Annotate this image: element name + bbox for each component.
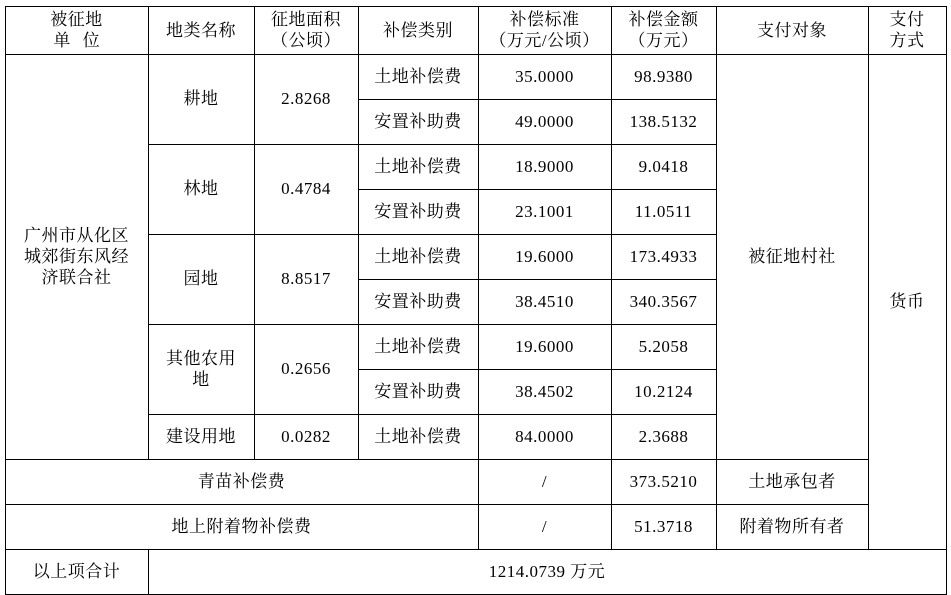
total-value: 1214.0739 万元 (148, 549, 946, 594)
category-cell: 土地补偿费 (358, 54, 478, 99)
landtype-forest: 林地 (148, 144, 254, 234)
category-cell: 土地补偿费 (358, 234, 478, 279)
standard-cell: 19.6000 (478, 234, 611, 279)
amount-cell: 138.5132 (611, 99, 716, 144)
header-unit (5, 7, 148, 55)
attachment-amount: 51.3718 (611, 504, 716, 549)
category-cell: 安置补助费 (358, 99, 478, 144)
header-pay-method-line2: 方式 (889, 31, 925, 51)
category-cell: 土地补偿费 (358, 414, 478, 459)
attachment-standard: / (478, 504, 611, 549)
amount-cell: 10.2124 (611, 369, 716, 414)
standard-cell: 84.0000 (478, 414, 611, 459)
category-cell: 安置补助费 (358, 279, 478, 324)
unit-name-line1: 广州市从化区 (24, 225, 129, 245)
amount-cell: 11.0511 (611, 189, 716, 234)
unit-name-line3: 济联合社 (41, 268, 112, 288)
amount-cell: 2.3688 (611, 414, 716, 459)
unit-name-cell (5, 54, 148, 459)
seedling-amount: 373.5210 (611, 459, 716, 504)
landtype-construction: 建设用地 (148, 414, 254, 459)
area-forest: 0.4784 (254, 144, 358, 234)
standard-cell: 35.0000 (478, 54, 611, 99)
category-cell: 土地补偿费 (358, 324, 478, 369)
landtype-other-agri-line1: 其他农用 (166, 348, 236, 368)
table-row-attachment (5, 504, 946, 549)
landtype-other-agri (148, 324, 254, 414)
header-unit-line1: 被征地 (50, 10, 103, 29)
amount-cell: 5.2058 (611, 324, 716, 369)
standard-cell: 23.1001 (478, 189, 611, 234)
pay-method-cell: 货币 (868, 54, 946, 549)
seedling-payee: 土地承包者 (716, 459, 868, 504)
amount-cell: 9.0418 (611, 144, 716, 189)
amount-cell: 340.3567 (611, 279, 716, 324)
area-other-agri: 0.2656 (254, 324, 358, 414)
land-compensation-table (5, 6, 947, 595)
table-row (5, 54, 946, 99)
attachment-payee: 附着物所有者 (716, 504, 868, 549)
category-cell: 安置补助费 (358, 189, 478, 234)
total-label: 以上项合计 (5, 549, 148, 594)
standard-cell: 18.9000 (478, 144, 611, 189)
header-pay-method (868, 7, 946, 55)
area-garden: 8.8517 (254, 234, 358, 324)
header-standard-line2: （万元/公顷） (489, 31, 600, 51)
unit-name-line2: 城郊街东风经 (24, 246, 129, 266)
table-row-total (5, 549, 946, 594)
header-area (254, 7, 358, 55)
seedling-label: 青苗补偿费 (5, 459, 478, 504)
attachment-label: 地上附着物补偿费 (5, 504, 478, 549)
header-amount-line2: （万元） (628, 31, 699, 51)
header-pay-method-line1: 支付 (889, 10, 925, 29)
amount-cell: 98.9380 (611, 54, 716, 99)
header-area-line1: 征地面积 (271, 10, 341, 29)
header-category: 补偿类别 (358, 7, 478, 55)
area-construction: 0.0282 (254, 414, 358, 459)
landtype-other-agri-line2: 地 (192, 370, 210, 389)
category-cell: 安置补助费 (358, 369, 478, 414)
standard-cell: 38.4510 (478, 279, 611, 324)
payee-main-cell: 被征地村社 (716, 54, 868, 459)
table-header-row (5, 7, 946, 55)
standard-cell: 49.0000 (478, 99, 611, 144)
header-standard-line1: 补偿标准 (509, 10, 580, 29)
landtype-cultivated: 耕地 (148, 54, 254, 144)
landtype-garden: 园地 (148, 234, 254, 324)
header-landtype: 地类名称 (148, 7, 254, 55)
standard-cell: 19.6000 (478, 324, 611, 369)
table-row-seedling (5, 459, 946, 504)
seedling-standard: / (478, 459, 611, 504)
header-standard (478, 7, 611, 55)
header-area-line2: （公顷） (271, 31, 341, 51)
header-payee: 支付对象 (716, 7, 868, 55)
amount-cell: 173.4933 (611, 234, 716, 279)
category-cell: 土地补偿费 (358, 144, 478, 189)
header-amount-line1: 补偿金额 (628, 10, 699, 29)
area-cultivated: 2.8268 (254, 54, 358, 144)
header-amount (611, 7, 716, 55)
header-unit-line2: 单 位 (53, 31, 104, 51)
standard-cell: 38.4502 (478, 369, 611, 414)
